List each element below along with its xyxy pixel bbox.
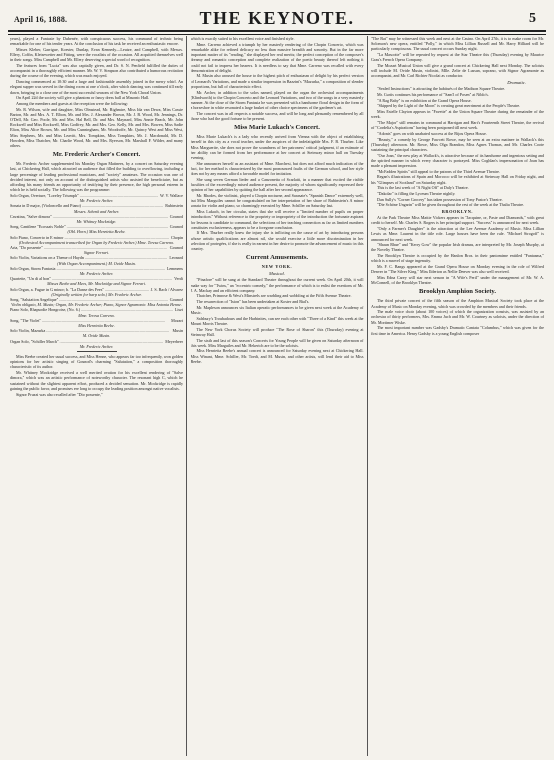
programme-item-composer: Gounod <box>169 297 183 303</box>
programme-item-performer: Mr. Frederic Archer. <box>79 198 114 204</box>
issue-date: April 16, 1888. <box>14 15 68 24</box>
paragraph: This is the last week of "A Night Off" at Daly's Theatre. <box>377 185 469 191</box>
programme-item-title: Organ Solo, "Schiller March" ..... <box>10 339 163 344</box>
paragraph: which is exactly suited to his excellent voice and finished style. <box>190 36 295 41</box>
programme-item-title: Solo Piano, Concerto in E minor ..... <box>10 235 169 240</box>
paragraph: The New York Chorus Society will produce "The Rose of Sharon" this (Thursday) evening at Steinway Hall. <box>190 326 364 337</box>
paragraph: Mr. Archer, in addition to the solos named, played on the organ the orchestral accompaniments (Klindworth) to the Chopin Concerto and the Leonard Variations, and two of the songs in a very masterly manner. At the close of the Storm Fantasia he was presented with a handsome floral design in the form of a horseshoe in white resonated a large basket of other choice specimens of the gardener's art. <box>190 89 364 111</box>
paragraph: Signor Pruzzi was also recalled after "Dio possente," <box>16 391 103 397</box>
subheading-dramatic: Dramatic. <box>507 79 526 85</box>
paragraph: Miss Beebe created her usual success, and Miss Henne, who appears far too infrequently, won golden opinions for her artistic singing of Gounod's charming "Salutation," a composition thoroughly characteristic of its author. <box>10 354 183 370</box>
paragraph: "The Bat" may be witnessed this week and next at the Casino. On April 27th, it is to make room for Mr. Solomon's new opera, entitled "Polly," in which Miss Lillian Russell and Mr. Harry Hilliard will be particularly conspicuous. The usual concert occurs Sunday night. <box>371 36 544 52</box>
programme-item <box>10 255 183 260</box>
paragraph: Miss Edna Carey will star next season in "A Wife's Peril" under the management of Mr. W. A. McConnell, of the Brooklyn Theatre. <box>371 274 544 286</box>
paragraph: Miss Estelle Clayton appears in "Favette" at the Union Square Theatre during the remainder of the week. <box>371 109 544 120</box>
columns <box>10 36 544 760</box>
column-2 <box>191 36 364 760</box>
paragraph: "A Rag Baby" is on exhibition at the Grand Opera House. <box>377 97 472 103</box>
section-heading-lukach-concert: Miss Marie Lukach's Concert. <box>234 124 320 132</box>
paragraph: Miss Henrietta Beebe's annual concert is announced for Saturday evening next at Chickering Hall. Miss Winant, Mme. Schiller, Mr. Toedt, and M. Musin, and other artists, will lend their aid to Miss Beebe. <box>190 348 364 364</box>
paragraph: The Brooklyn Theatre is occupied by the Hanlon Bros. in their pantomime entitled "Fantasma," which is a marvel of stage ingenuity. <box>371 253 544 264</box>
paragraph: The concert was in all respects a notable success, and will be long and pleasantly remembered by all those who had the good fortune to be present. <box>190 110 364 122</box>
programme-item-performer: Mr. Frederic Archer. <box>79 271 114 277</box>
paragraph: The Mozart Musical Union will give a grand concert at Chickering Hall next Monday. The soloists will include M. Ovide Musin, violinist, Mlle. Zelie de Lussan, soprano, with Signor Agramonte as accompanist, and Mr. Carl Richter Nicolai as conductor. <box>371 63 544 79</box>
section-heading-current-amusements: Current Amusements. <box>245 254 309 262</box>
paragraph: Dan Sully's "Corner Grocery" has taken possession of Tony Pastor's Theatre. <box>377 196 503 202</box>
programme-item-composer: Liszt <box>174 307 183 313</box>
programme-item-performer: Mr. Whitney Mockridge. <box>76 219 117 224</box>
programme-item-performer: (Obl. Horn.) Miss Henrietta Beebe. <box>67 229 126 235</box>
programme-item-title: Solo Violin, Variations on a Theme of Haydn ..... <box>10 255 167 260</box>
paragraph: years), played a Fantasie by Dubenée, with conspicuous success, his command of technic being remarkable for one of his tender years. At the conclusion of his task he received an enthusiastic encore. <box>10 36 183 47</box>
programme-item <box>10 203 183 208</box>
page-number: 5 <box>529 11 536 26</box>
programme-item-performer: Signor Ferrari. <box>83 250 110 256</box>
programme-item-performer: (With Organ Accompaniment.) M. Ovide Musin. <box>57 260 136 266</box>
programme-item-title: Song, Cantilene "Ecossais Noble" ..... <box>10 224 168 229</box>
paragraph: The sixth and last of this season's Concerts for Young People will be given on Saturday afternoon of this week. Miss Marguiles and Mr. Hekerich are to be the soloists. <box>190 337 364 348</box>
paragraph: "McFadden Spirits" still appeal to the patrons of the Third Avenue Theatre. <box>377 168 500 174</box>
programme-item-composer: Mozart <box>171 317 183 323</box>
programme-item-performer: (Orchestral Accompaniment transcribed for Organ by Frederic Archer.) Mme. Teresa Carreno. <box>18 239 175 245</box>
programme-item-performer: M. Ovide Musin. <box>82 333 111 339</box>
programme-item-composer: J. S. Bach / Alvarez <box>150 286 183 292</box>
paragraph: Regan's illustrations of Spain and Morocco will be exhibited at Steinway Hall on Friday night, and his "Glimpses of Scotland" on Saturday night. <box>371 174 544 185</box>
column-3 <box>371 36 544 760</box>
programme-item-performer: Violin obligato, M. Musin; Organ, Mr. Frederic Archer; Piano, Signor Agramonte. Miss Antonia Henne. <box>11 302 182 308</box>
paragraph: Mme. Carreno achieved a triumph by her masterly rendering of the Chopin Concerto, which was remarkable alike for refined delicacy no less than massive breadth and sonority. But in the far more important matter of its "reading," she displayed her real merits; the perfect conception of the composer's dreamy and romantic conception and complete realization of the poetic beauty thereof left nothing it could not fail to impress her hearers. It is needless to say that Mme. Carreno was recalled with every demonstration of delight. <box>190 41 364 73</box>
paragraph: Mr. Frederic Archer supplemented his Monday Organ Matinees, by a concert on Saturday evening last, at Chickering Hall, which attracted an audience that filled the building to overflowing, including a large percentage of leading professional musicians, and "society" amateurs. The occasion was one of decided interest, not only on account of the distinguished artists who assisted the beneficiaire, but as affording his many friends an opportunity of testifying by their presence, the high personal esteem in which he is held socially. The following was the programme: <box>10 161 183 193</box>
paragraph: She announces herself as an assistant of Mme. Marchesi, but does not afford much indication of the fact, for her method is characterized by the most pronounced faults of the German school, and her style does not by any means afford a favorable model for imitation. <box>190 160 364 177</box>
paragraph: "Adonis" goes on with unabated success at the Bijou Opera House. <box>377 130 487 136</box>
programme-item-title: Song, "Salutation Angelique" ..... <box>10 297 168 302</box>
paragraph: Mr. Rhodes, the violinist, played a Chopin nocturne, and Sarasate's "Spanish Dance" extremely well, but Miss Marguiles cannot be congratulated on her interpretation of her share of Rubinstein's A minor sonata for violin and piano, so charmingly executed by Mme. Schiller on Saturday last. <box>190 192 364 209</box>
paragraph: She sang seven German lieder and a Canzonetta of Scarlatti, in a manner that excited the risible faculties of the exceedingly mixed audience present, the majority of whom significantly expressed their opinion of her capabilities by quitting the hall after her second appearance. <box>190 176 364 193</box>
programme-item-title: Sonata in D major, (Violoncello and Piano) ..... <box>10 203 163 208</box>
programme-item-performer: (Originally written for harp solo.) Mr. Frederic Archer. <box>51 291 142 297</box>
column-1 <box>10 36 183 760</box>
divider <box>77 351 117 352</box>
programme-item-composer: Leonard <box>169 255 183 261</box>
paragraph: Mr. Whitney Mockridge received a well merited ovation for his excellent rendering of "Salve dimora," which was an artistic performance of noteworthy character. The resonant high C, which he sustained without the slightest apparent effort, produced a decided sensation. Mr. Mockridge is rapidly gaining the public favor, and promises ere long to occupy the leading position amongst native vocalists. <box>10 370 183 391</box>
programme-item-composer: Meyerbeer <box>165 338 183 344</box>
programme-item-composer: Verdi <box>174 276 183 282</box>
section-heading-amphion-society: Brooklyn Amphion Society. <box>418 288 496 296</box>
subheading-brooklyn: BROOKLYN. <box>441 208 474 214</box>
paragraph: The third private concert of the fifth season of the Amphion Musical Society took place at the Academy of Music on Monday evening, which was crowded by the members and their friends. <box>371 298 544 309</box>
paragraph: If Mrs. Thurber really knew the injury she is inflicting on the cause of art by introducing persons whose artistic qualifications are almost nil, she would exercise a little more discrimination in her selection of protegées, if she is really in earnest in her desire to promote the advancement of music in this country. <box>190 230 364 252</box>
paragraph: The male voice choir (about 100 voices) of which the organization consists, was assisted by an orchestra of thirty performers, Mrs. Emma Juch and Mr. W. Courtney as soloists, under the direction of Mr. Mortimer Wiske. <box>371 309 544 325</box>
column-rule <box>186 36 187 756</box>
programme-item-title: Solo Violin, Mazurka ..... <box>10 328 171 333</box>
programme-item-composer: Gounod <box>169 245 183 251</box>
paragraph: "Die Schöne Ungarin" will be given throughout the rest of the week at the Thalia Theatre. <box>377 202 525 208</box>
paragraph: "Shaun Rhue" and "Kerry Gow" the popular Irish dramas, are interpreted by Mr. Joseph Murphy, at the Novelty Theatre. <box>371 242 544 253</box>
programme-item-title: Quartette, "Un di al bon" ..... <box>10 276 172 281</box>
programme-item-composer: W. V. Wallace <box>160 192 183 198</box>
paragraph: Misses Kleber, Garrigue, Koester, Dunlap, Evan Kennedy—Leutze, and Campbell, with Messrs. Ellery, Coffin, Kleisewetter and Fitting, were the vocalists of the occasion. All acquitted themselves well in their songs. Miss Campbell and Mr. Ellery deserving a special word of recognition. <box>10 46 183 63</box>
paragraph: Dancing commenced at 10:30 and a large and fashionable assembly joined in the merry whirl. An elegant supper was served in the dining room at one o'clock, after which dancing was continued till early dawn, bringing to a close one of the most successful seasons of the New York Choral Union. <box>10 79 183 95</box>
publication-title: THE KEYNOTE. <box>199 8 355 28</box>
programme-item-title: Cavatina, "Salve dimora" ..... <box>10 214 168 219</box>
programme-item-title: Solo Organ, Storm Fantasia ..... <box>10 266 165 271</box>
subheading-musical: Musical. <box>269 270 285 276</box>
header-rule <box>8 34 546 35</box>
programme-item-composer: Lemmens <box>166 265 183 271</box>
programme-item-title: Solo Organ, Overture, "Loreley Triumph" ..... <box>10 193 158 198</box>
programme-item-title: Piano Solo, Rhapsodie Hongroise, (No. 6.) ..... <box>10 307 173 312</box>
paragraph: "Sealed Instructions" is attracting the habitués of the Madison Square Theatre. <box>377 86 506 92</box>
concert-programme <box>10 193 183 349</box>
paragraph: "Beauty," a comedy by George Fawcett Rowe, may be seen at an extra matinee in Wallack's this (Thursday) afternoon. Mr. Rowe, Miss Olga Brandon, Miss Agnes Thomas, and Mr. Charles Coote sustaining the principal characters. <box>371 136 544 152</box>
paragraph: "Dakolar" is filling the Lyceum Theatre nightly. <box>377 191 456 197</box>
programme-item-composer: Rubinstein <box>165 203 183 209</box>
paragraph: At the Park Theatre Miss Mattie Vickers appears in "Jacquine, or, Paste and Diamonds," with great credit to herself. Mr. Charles S. Rogers is her principal support. "Success" is announced for next week. <box>371 215 544 226</box>
programme-item-composer: Gounod <box>169 213 183 219</box>
column-rule <box>367 36 368 756</box>
subheading-new-york: NEW YORK. <box>261 264 293 270</box>
paragraph: "Pinafore" will be sung at the Standard Theatre throughout the current week. On April 20th, it will make way for "Twins," an "eccentric comedy," the performance of which is to enlist the exertions of Mr. J. A. Mackay and an efficient company. <box>190 277 364 293</box>
paragraph: On April 22d the society will give a phantom or fancy dress ball at Masonic Hall. <box>16 95 150 101</box>
programme-item-performer: Mme. Teresa Carreno. <box>78 312 115 318</box>
programme-item-performer: Messrs. Schenk and Archer. <box>73 208 120 214</box>
programme-item-title: Song, "The Violet" ..... <box>10 318 169 323</box>
programme-item-performer: Miss Henrietta Beebe. <box>78 323 115 329</box>
paragraph: Miss Lukach, in her circular, states that she will receive a "limited number of pupils on proper introduction." Without reference to the propriety or impropriety of the introduction the fortunate aspirant for lessons is candidate to command, the selections of her teaching connection as far as limited numbers constitutes exclusiveness, appears to be a foregone conclusion. <box>190 209 364 230</box>
programme-item <box>10 307 183 312</box>
paragraph: "Our Joan," the new play at Wallack's, is attractive because of its handsome and ingenious setting and the spirited manner in which every character is portrayed. Miss Coghlan's impersonation of Joan has made a pleasant impression. <box>371 152 544 169</box>
paragraph: "Only a Farmer's Daughter" is the attraction at the Lee Avenue Academy of Music. Miss Lillian Lewis as Mme. Laurent in the title role. Large houses have been the rule. "Michael Strogoff" is announced for next week. <box>371 226 544 242</box>
paragraph: M. Musin also aroused the house to the highest pitch of enthusiasm of delight by his perfect version of Leonard's Variations, and made a similar impression in Bazzini's "Mazurka," a composition of slender proportions, but full of characteristic effect. <box>190 73 364 89</box>
paragraph: Mr. R. Wilson, wife and daughter, Miss Olmstead, Mr. Righmire, Miss Ida van Dewa, Miss Cassie Barton, Mr. and Mrs. A. T. Elbon, Mr. and Mrs. J. Alexander Brown, Mr. J. B. Wood, Mr. Jennings, Dr. O'Dell, Mr. Geo. Poole, Mr. and Mrs. Hal Bell, Dr. and Mrs. Maynard, Miss Annie Beach, Mr. John Rockwell and Miss Rockwell, Miss Godfrey, Mr. and Mrs. Geo. Kelly, Mr. and Mrs. Bowen, Miss Sadie Elton, Miss Alice Brown, Mr. and Miss Cunningham, Mr. Woodroffe, Mr. Quincy West and Miss West, Miss Stephens, Mr. and Miss Leavitt, Mrs. Tompkins, Miss Tompkins, Mr. J. Macdonald, Mr. D. Howden, Miss Thatcher, Mr. Charlie Wood, Mr. and Mrs. Ryerson, Mr. Marshall F. Wilder, and many others. <box>10 106 183 149</box>
paragraph: "La Mascotte" will be repeated by request at the Star Theatre this (Thursday) evening by Maurice Grau's French Opera Company. <box>371 52 544 63</box>
programme-item-composer: Musin <box>172 328 183 334</box>
masthead <box>8 6 546 32</box>
paragraph: "The Major" still remains in command at Harrigan and Hart's Fourteenth Street Theatre, the revival of "Cordelia's Aspirations" having been postponed till next week. <box>371 119 544 131</box>
section-heading-archer-concert: Mr. Frederic Archer's Concert. <box>52 151 141 159</box>
programme-item-title: Solo Organ, a. Fugue in G minor; b. "La Danse des Fees" ..... <box>10 287 149 292</box>
programme-item-composer: Chopin <box>170 234 183 240</box>
paragraph: The most important number was Gadsby's Dramatic Cantata "Columbus," which was given for the first time in America. Henry Gadsby is a young English composer <box>371 325 544 336</box>
programme-item-performer: Mr. Frederic Archer. <box>79 343 114 349</box>
programme-item-performer: Misses Beebe and Mees, Mr. Mockridge and Signor Ferrari. <box>47 281 146 287</box>
paragraph: Miss Marie Lukach's is a lady who recently arrived from Vienna with the object of establishing herself in this city as a vocal teacher, under the auspices of the indefatigable Mrs. F. B. Thurber. Like Miss Marguerite, she does not prove the soundness of her patroness' critical judgment, if an estimate of her ability can be formed from her performance at her concert at Steinway minor hall on Tuesday evening. <box>190 134 364 161</box>
paragraph: The resurrection of "Ixion" has been undertaken at Koster and Bial's. <box>196 299 310 305</box>
paragraph: Mr. Mapleson announces six Italian operatic performances to be given next week at the Academy of Music. <box>190 304 364 316</box>
paragraph: "Skipped by the Light of the Moon" is creating great merriment at the People's Theatre. <box>377 103 521 109</box>
paragraph: Mr. F. C. Bangs appeared at the Grand Opera House on Monday evening in the role of Wilfred Denver in "The Silver King." Miss Ilderton as Nellie Denver was also well received. <box>371 264 544 275</box>
paragraph: Among the members and guests at the reception were the following: <box>16 100 128 106</box>
paragraph: The features from "Lucia" was also capitally given, and Dr. S. N. Penfield fulfilled the duties of accompanist in a thoroughly efficient manner. Mr. W. V. Simpson also contributed a humorous recitation during the course of the evening, which was much enjoyed. <box>10 63 183 79</box>
paragraph: Thatcher, Primrose & West's Minstrels are warbling and wobbling at the Fifth Avenue Theatre. <box>196 293 352 299</box>
programme-item-title: Aria, "Do possente" ..... <box>10 245 168 250</box>
paragraph: Salsbury's Troubadours and the Harbinites, can see each other with "Three of a Kind" this week at the Mount Morris Theatre. <box>190 315 364 326</box>
programme-item-composer: Gounod <box>169 224 183 230</box>
paragraph: Mr. Curtis continues his performance of "Sam'l of Posen" at Niblo's. <box>377 91 489 97</box>
